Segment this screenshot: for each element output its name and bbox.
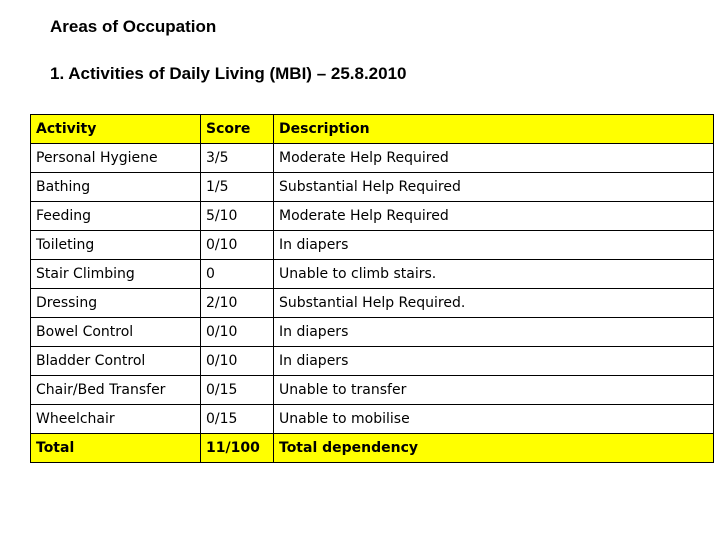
- description-cell: Substantial Help Required.: [274, 289, 714, 318]
- activity-cell: Wheelchair: [31, 405, 201, 434]
- description-cell: Unable to mobilise: [274, 405, 714, 434]
- total-score-cell: 11/100: [201, 434, 274, 463]
- table-row: [31, 318, 714, 347]
- score-cell: 1/5: [201, 173, 274, 202]
- table-row: [31, 260, 714, 289]
- score-cell: 0/10: [201, 318, 274, 347]
- score-cell: 0/15: [201, 405, 274, 434]
- activity-cell: Personal Hygiene: [31, 144, 201, 173]
- total-row: [31, 434, 714, 463]
- activity-cell: Bathing: [31, 173, 201, 202]
- mbi-table: [30, 114, 714, 463]
- header-description: Description: [274, 115, 714, 144]
- activity-cell: Chair/Bed Transfer: [31, 376, 201, 405]
- description-cell: In diapers: [274, 318, 714, 347]
- table-row: [31, 289, 714, 318]
- table-row: [31, 347, 714, 376]
- table-row: [31, 144, 714, 173]
- score-cell: 0: [201, 260, 274, 289]
- activity-cell: Bladder Control: [31, 347, 201, 376]
- score-cell: 0/10: [201, 231, 274, 260]
- header-activity: Activity: [31, 115, 201, 144]
- activity-cell: Stair Climbing: [31, 260, 201, 289]
- section-heading: 1. Activities of Daily Living (MBI) – 25.8.2010: [50, 64, 407, 83]
- score-cell: 2/10: [201, 289, 274, 318]
- table-row: [31, 173, 714, 202]
- description-cell: Moderate Help Required: [274, 144, 714, 173]
- header-score: Score: [201, 115, 274, 144]
- activity-cell: Bowel Control: [31, 318, 201, 347]
- table-row: [31, 376, 714, 405]
- total-label-cell: Total: [31, 434, 201, 463]
- total-description-cell: Total dependency: [274, 434, 714, 463]
- table-row: [31, 231, 714, 260]
- description-cell: In diapers: [274, 231, 714, 260]
- activity-cell: Toileting: [31, 231, 201, 260]
- score-cell: 5/10: [201, 202, 274, 231]
- score-cell: 3/5: [201, 144, 274, 173]
- activity-cell: Feeding: [31, 202, 201, 231]
- score-cell: 0/10: [201, 347, 274, 376]
- description-cell: In diapers: [274, 347, 714, 376]
- activity-cell: Dressing: [31, 289, 201, 318]
- table-row: [31, 405, 714, 434]
- page-title: Areas of Occupation: [50, 17, 217, 36]
- table-row: [31, 202, 714, 231]
- table-header-row: [31, 115, 714, 144]
- description-cell: Unable to transfer: [274, 376, 714, 405]
- description-cell: Moderate Help Required: [274, 202, 714, 231]
- description-cell: Unable to climb stairs.: [274, 260, 714, 289]
- description-cell: Substantial Help Required: [274, 173, 714, 202]
- score-cell: 0/15: [201, 376, 274, 405]
